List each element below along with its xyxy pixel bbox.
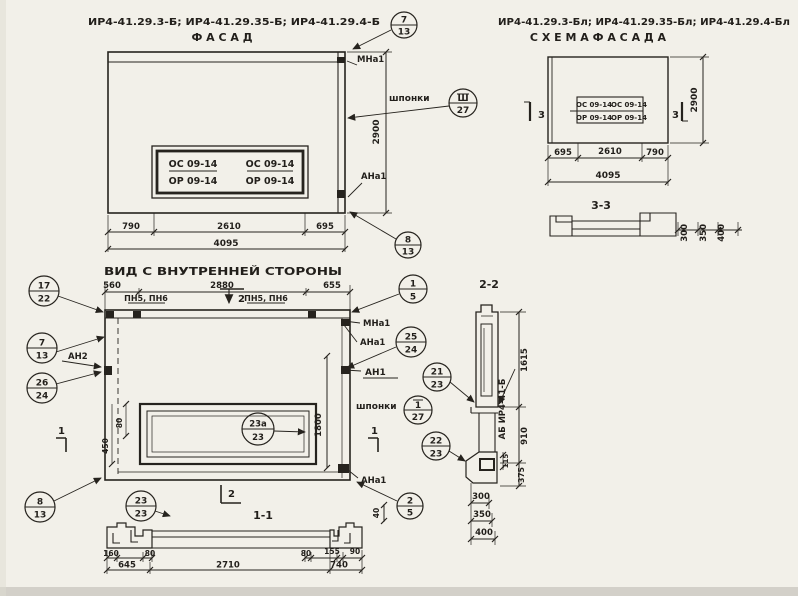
callout-number: 7 (38, 338, 46, 349)
section11-profile-right (330, 523, 362, 548)
facade-leader-line (353, 30, 391, 49)
inner-window-inner (152, 416, 304, 452)
section22-foot (466, 452, 497, 483)
callout-number: 8 (36, 497, 44, 508)
callout-number: 21 (430, 367, 444, 378)
section11-label: 1-1 (253, 509, 273, 522)
callout-number: 27 (411, 413, 425, 423)
schema-window-mark: ОР 09-14 (611, 114, 647, 122)
callout-number: 22 (429, 436, 443, 447)
inner-underlines (128, 303, 398, 378)
schema-dim-height: 2900 (690, 87, 700, 113)
inner-leader-line (347, 347, 396, 368)
inner-dim-window-height: 1800 (314, 413, 324, 437)
facade-subtitle: Ф А С А Д (191, 31, 253, 44)
facade-label-ana1: АНа1 (361, 172, 387, 182)
inner-label-shponki: шпонки (356, 402, 397, 412)
inner-label-ana1-bottom: АНа1 (361, 476, 387, 486)
section11-dim: 80 (300, 549, 312, 558)
callout-number: 22 (37, 294, 51, 305)
inner-leader-line (54, 478, 101, 501)
facade-leader-line (347, 61, 357, 65)
section11-dim: 155 (324, 547, 340, 556)
inner-window-outer (140, 404, 316, 464)
section22-frame-inner (481, 324, 492, 396)
facade-dim: 2610 (217, 222, 241, 232)
facade-dim: 790 (122, 222, 140, 232)
schema-window-mark: ОР 09-14 (576, 114, 612, 122)
facade-window-mark: ОР 09-14 (168, 176, 218, 187)
section22-dim: 1615 (520, 348, 530, 372)
callout-number: 23 (134, 509, 148, 520)
scan-artifact (0, 587, 798, 596)
callout-number: 8 (404, 235, 412, 246)
callout-number: 24 (404, 345, 418, 356)
inner-marker-right: 1 (371, 426, 378, 437)
callout-number: 5 (409, 292, 417, 303)
schema-view (524, 54, 742, 236)
section33-dim: 300 (680, 224, 690, 242)
callout-number: 13 (397, 27, 411, 38)
schema-panel (548, 57, 668, 143)
section22-leader-line (449, 451, 465, 461)
inner-dim: 2880 (210, 281, 234, 291)
callout-number: 5 (406, 508, 414, 519)
schema-dim: 790 (646, 148, 664, 158)
section22-frame-details (481, 316, 493, 392)
inner-dim-450: 450 (101, 438, 110, 454)
inner-embed-mark (338, 464, 349, 473)
callout-number: Ш (457, 94, 469, 104)
callout-number: 25 (404, 332, 418, 343)
section22-dim: 910 (520, 427, 530, 445)
inner-label-an1: АН1 (365, 368, 386, 378)
inner-label-ana1: АНа1 (360, 338, 386, 348)
facade-title: ИР4-41.29.3-Б; ИР4-41.29.35-Б; ИР4-41.29.4-Б (88, 17, 380, 28)
schema-dim-total: 4095 (595, 171, 621, 181)
section11-dim: 2710 (216, 560, 240, 571)
inner-leader-line (56, 372, 101, 384)
inner-window-mid (147, 411, 309, 457)
callout-number: 1 (414, 401, 422, 411)
facade-panel-details (108, 52, 345, 213)
inner-marker-left: 1 (58, 426, 65, 437)
section11-channel-marks (113, 530, 138, 543)
section33-profile-mid (550, 221, 676, 236)
inner-leader-line (352, 294, 399, 312)
callout-number: 23 (252, 433, 264, 443)
inner-marker-top: 2 (238, 294, 245, 305)
inner-embed-mark (133, 311, 141, 318)
schema-section-marker: 3 (538, 110, 545, 121)
schema-dim: 695 (554, 148, 572, 158)
section33-profile-left (550, 216, 572, 236)
inner-label-mna1: МНа1 (363, 319, 391, 329)
scan-artifact (0, 0, 6, 596)
section33-dim: 350 (699, 224, 709, 242)
callout-number: 13 (33, 510, 47, 521)
callout-number: 7 (400, 15, 408, 26)
section22-frame-outer (476, 305, 498, 407)
callout-number: 23а (249, 419, 267, 430)
section22-dim: 115 (502, 453, 510, 469)
facade-view (105, 12, 477, 258)
inner-embed-mark (104, 366, 112, 375)
schema-title: ИР4-41.29.3-Бл; ИР4-41.29.35-Бл; ИР4-41.29.4-Бл (498, 17, 790, 28)
facade-anchor-mark-bottom (337, 190, 345, 198)
section22-texts (430, 278, 530, 538)
inner-pn-label: ПН5, ПН6 (244, 294, 288, 303)
section22-sill (471, 407, 498, 413)
section11-dim: 645 (118, 560, 136, 571)
callout-number: 17 (37, 281, 51, 292)
facade-window-mark: ОР 09-14 (245, 176, 295, 187)
callout-number: 1 (409, 279, 417, 290)
callout-number: 24 (35, 391, 49, 402)
inner-marker-left-bar (56, 438, 66, 452)
facade-dim-total: 4095 (213, 239, 239, 249)
facade-leader-line (348, 106, 449, 118)
section33-dim: 400 (717, 224, 727, 242)
callout-number: 23 (430, 380, 444, 391)
callout-number: 13 (35, 351, 49, 362)
inner-dim: 560 (103, 281, 121, 291)
facade-leader-line (348, 183, 362, 197)
inner-marker-right-bar (368, 438, 378, 452)
inner-view (25, 275, 432, 524)
section22-foot-detail (480, 459, 494, 470)
schema-extension-lines (548, 57, 738, 236)
inner-label-an2: АН2 (68, 352, 88, 362)
facade-anchor-mark-top (337, 57, 345, 63)
section11-dim: 80 (144, 549, 156, 558)
facade-window-mark: ОС 09-14 (245, 159, 295, 170)
section11-profile-mid (107, 531, 362, 548)
schema-window-mark: ОС 09-14 (576, 101, 612, 109)
section33-label: 3-3 (591, 199, 611, 212)
inner-embed-mark (308, 311, 316, 318)
inner-leader-line (56, 337, 104, 352)
schema-subtitle: С Х Е М А Ф А С А Д А (529, 31, 667, 44)
facade-window-mark: ОС 09-14 (168, 159, 218, 170)
section22-stem (479, 413, 495, 452)
section11-dim: 90 (349, 547, 361, 556)
inner-embed-mark (341, 319, 350, 326)
facade-panel (108, 52, 345, 213)
inner-leader-line (58, 296, 103, 312)
inner-panel-inner-lines (118, 318, 342, 478)
section22-leader-line (450, 382, 474, 402)
section11-dim: 160 (103, 549, 119, 558)
facade-leader-line (350, 212, 396, 239)
inner-marker-bottom: 2 (228, 489, 235, 500)
callout-number: 13 (401, 247, 415, 258)
callout-number: 26 (35, 378, 49, 389)
facade-window-outer (152, 146, 308, 198)
callout-number: 23 (429, 449, 443, 460)
section22-view (422, 305, 526, 545)
section33-profile-right (640, 213, 676, 236)
facade-label-mna1: МНа1 (357, 55, 385, 65)
facade-label-shponki: шпонки (389, 94, 430, 104)
section22-rotated-label: АБ ИР4-41-Б (498, 378, 508, 440)
callout-number: 23 (134, 496, 148, 507)
inner-leader-line (274, 431, 305, 432)
inner-dim: 655 (323, 281, 341, 291)
schema-window-mark: ОС 09-14 (611, 101, 647, 109)
section22-dim: 350 (473, 510, 491, 520)
callout-number: 2 (406, 496, 414, 507)
facade-dim-height: 2900 (372, 119, 382, 145)
inner-leader-line (155, 511, 170, 516)
inner-dim-80: 80 (115, 417, 124, 429)
inner-embed-mark (106, 311, 114, 318)
inner-title: ВИД С ВНУТРЕННЕЙ СТОРОНЫ (104, 266, 290, 278)
facade-dim: 695 (316, 222, 334, 232)
section22-dim: 400 (475, 528, 493, 538)
section11-dim: 740 (330, 560, 348, 571)
schema-section-marker: 3 (672, 110, 679, 121)
inner-panel (105, 310, 350, 480)
section22-dim: 300 (472, 492, 490, 502)
inner-pn-label: ПН5, ПН6 (124, 294, 168, 303)
schema-texts (498, 17, 790, 242)
section22-label: 2-2 (479, 278, 499, 291)
section22-dim: 375 (517, 467, 526, 483)
inner-dim-40: 40 (372, 507, 381, 519)
schema-dim: 2610 (598, 147, 622, 157)
section11-profile-left (107, 523, 152, 548)
callout-number: 27 (456, 106, 470, 116)
